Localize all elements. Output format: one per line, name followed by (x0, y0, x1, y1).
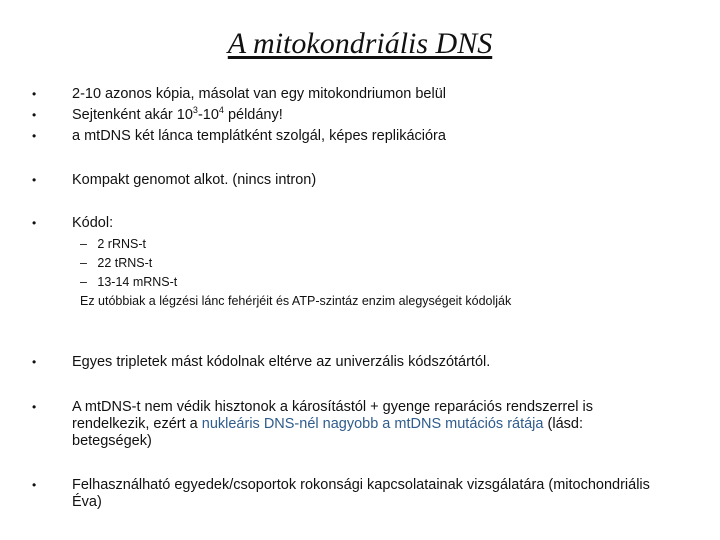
dash-icon: – (80, 275, 87, 289)
bullet-icon: • (32, 400, 37, 414)
dash-icon: – (80, 237, 87, 251)
item-text: A mtDNS-t nem védik hisztonok a károsítástól + gyenge reparációs rendszerrel is rendelkezik, ezért a nukleáris DNS-nél nagyobb a mtDNS mutációs rátája (lásd: betegségek) (72, 399, 594, 449)
sub-item: – 13-14 mRNS-t (80, 275, 178, 289)
item-text: Kódol: (72, 215, 114, 231)
item-text: Egyes tripletek mást kódolnak eltérve az univerzális kódszótártól. (72, 354, 491, 370)
item-text: Sejtenként akár $10^3-10^4$ példány! (72, 105, 283, 123)
highlighted-text: nukleáris DNS-nél nagyobb a mtDNS mutációs rátája (201, 416, 544, 432)
bullet-icon: • (32, 478, 37, 492)
item-text: Kompakt genomot alkot. (nincs intron) (72, 172, 317, 188)
bullet-icon: • (32, 355, 37, 369)
sub-item: – 2 rRNS-t (80, 237, 146, 251)
sub-item: – 22 tRNS-t (80, 256, 153, 270)
dash-icon: – (80, 256, 87, 270)
bullet-icon: • (32, 129, 37, 143)
sub-note: Ez utóbbiak a légzési lánc fehérjéit és ATP-szintáz enzim alegységeit kódolják (80, 294, 512, 308)
item-text: 2-10 azonos kópia, másolat van egy mitokondriumon belül (72, 86, 446, 102)
bullet-icon: • (32, 216, 37, 230)
bullet-icon: • (32, 108, 37, 122)
bullet-icon: • (32, 173, 37, 187)
item-text: Felhasználható egyedek/csoportok rokonsági kapcsolatainak vizsgálatára (mitochondriális Éva) (72, 477, 650, 510)
bullet-icon: • (32, 87, 37, 101)
item-text: a mtDNS két lánca templátként szolgál, képes replikációra (72, 128, 446, 144)
page-title: A mitokondriális DNS (227, 27, 493, 60)
